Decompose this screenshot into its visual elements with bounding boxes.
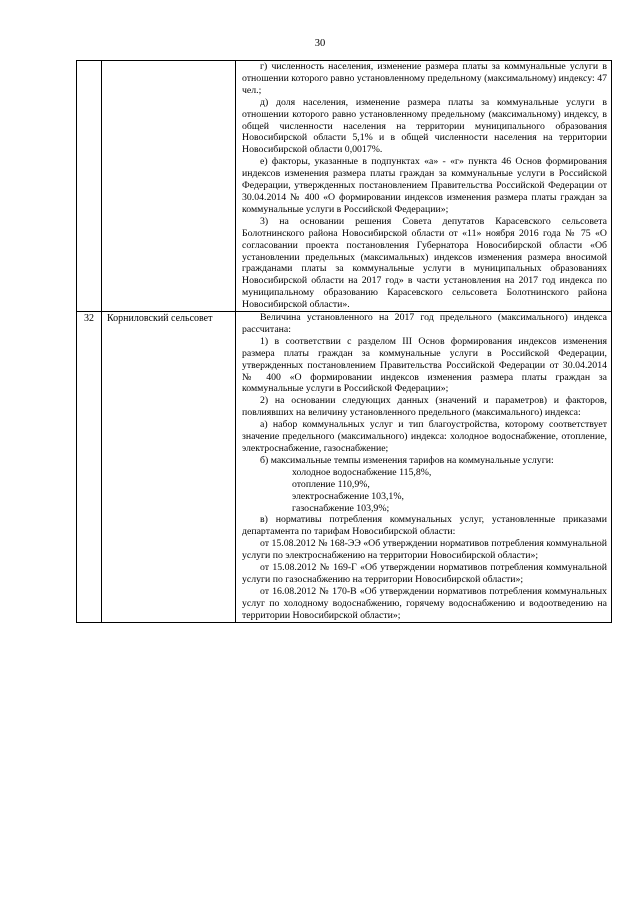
paragraph: б) максимальные темпы изменения тарифов на коммунальные услуги: <box>260 454 554 466</box>
tariff-list-item: электроснабжение 103,1%, <box>292 490 404 502</box>
paragraph: 3) на основании решения Совета депутатов Карасевского сельсовета Болотнинского района Новосибирской области от «11» ноября 2016 года № 75 «О согласовании проекта постановления Губернатора Новосибирской области «Об установлении предельных (максимальных) индексов изменения размера вносимой гражданами платы за коммунальные услуги в муниципальных образованиях Новосибирской области на 2017 год» в части установления на 2017 год индекса по муниципальному образованию Карасевского сельсовета Болотнинского района Новосибирской области». <box>242 215 607 311</box>
municipality-name-cell: Корниловский сельсовет <box>102 312 236 623</box>
tariff-list-item: отопление 110,9%, <box>292 478 370 490</box>
document-table <box>76 60 612 623</box>
paragraph: 2) на основании следующих данных (значений и параметров) и факторов, повлиявших на величину установленного предельного (максимального) индекса: <box>242 395 607 419</box>
paragraph: Величина установленного на 2017 год предельного (максимального) индекса рассчитана: <box>242 312 607 335</box>
tariff-list-item: газоснабжение 103,9%; <box>292 502 390 514</box>
paragraph: д) доля населения, изменение размера платы за коммунальные услуги в отношении которого равно установленному предельному (максимальному) индексу, в общей численности населения на территории муниципального образования Новосибирской области 5,1% и в общей численности населения на территории Новосибирской области 0,0017%. <box>242 96 607 156</box>
row-number-cell <box>77 61 102 312</box>
table-row <box>77 61 612 312</box>
page-number: 30 <box>314 38 326 49</box>
municipality-name-cell <box>102 61 236 312</box>
paragraph: от 16.08.2012 № 170-В «Об утверждении нормативов потребления коммунальных услуг по холодному водоснабжению, горячему водоснабжению и водоотведению на территории Новосибирской области»; <box>242 585 607 621</box>
paragraph: 1) в соответствии с разделом III Основ формирования индексов изменения размера платы граждан за коммунальные услуги в Российской Федерации, утвержденных постановлением Правительства Российской Федерации от 30.04.2014 № 400 «О формировании индексов изменения размера платы граждан за коммунальные услуги в Российской Федерации»; <box>242 335 607 395</box>
description-cell <box>236 61 612 312</box>
paragraph: г) численность населения, изменение размера платы за коммунальные услуги в отношении которого равно установленному предельному (максимальному) индексу: 47 чел.; <box>242 61 607 96</box>
paragraph: а) набор коммунальных услуг и тип благоустройства, которому соответствует значение предельного (максимального) индекса: холодное водоснабжение, отопление, электроснабжение, газоснабжение; <box>242 419 607 454</box>
paragraph: от 15.08.2012 № 169-Г «Об утверждении нормативов потребления коммунальной услуги по газоснабжению на территории Новосибирской области»; <box>242 562 607 585</box>
paragraph: е) факторы, указанные в подпунктах «а» - «г» пункта 46 Основ формирования индексов изменения размера платы граждан за коммунальные услуги в Российской Федерации, утвержденных постановлением Правительства Российской Федерации от 30.04.2014 № 400 «О формировании индексов изменения размера платы граждан за коммунальные услуги в Российской Федерации»; <box>242 156 607 215</box>
row-number-cell: 32 <box>77 312 102 623</box>
tariff-list-item: холодное водоснабжение 115,8%, <box>292 466 432 478</box>
table-row <box>77 312 612 623</box>
description-cell <box>236 312 612 623</box>
paragraph: от 15.08.2012 № 168-ЭЭ «Об утверждении нормативов потребления коммунальной услуги по электроснабжению на территории Новосибирской области»; <box>242 538 607 562</box>
paragraph: в) нормативы потребления коммунальных услуг, установленные приказами департамента по тарифам Новосибирской области: <box>242 514 607 538</box>
